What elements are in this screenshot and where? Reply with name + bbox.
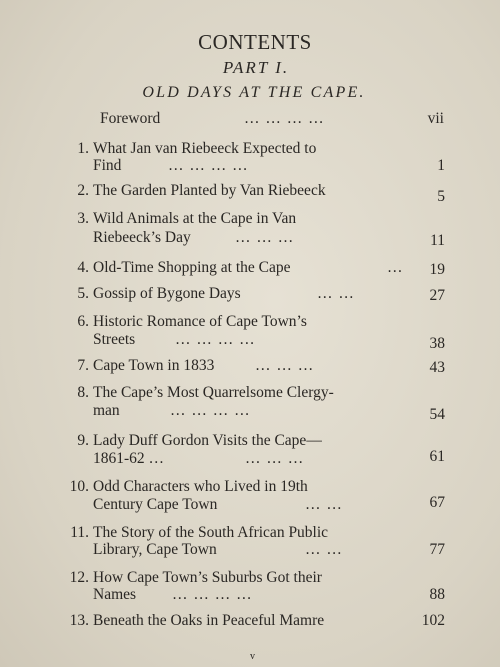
entry-title: The Story of the South African Public bbox=[93, 524, 329, 541]
page-number: 61 bbox=[429, 448, 445, 465]
entry-title-cont: 1861-62 … bbox=[93, 450, 165, 467]
entry-title: The Cape’s Most Quarrelsome Clergy- bbox=[93, 384, 334, 401]
entry-title-cont: Century Cape Town bbox=[93, 496, 218, 513]
page-title: CONTENTS bbox=[198, 30, 312, 54]
entry-title: Gossip of Bygone Days bbox=[93, 285, 241, 302]
entry-title-cont: Names bbox=[93, 586, 137, 603]
page-number: 43 bbox=[429, 359, 445, 376]
entry-title: The Garden Planted by Van Riebeeck bbox=[93, 182, 326, 199]
leader-dots: … … … … bbox=[168, 157, 249, 174]
page-number: 77 bbox=[429, 541, 445, 558]
entry-number: 10. bbox=[69, 478, 89, 495]
entry-number: 9. bbox=[77, 432, 89, 449]
entry-number: 5. bbox=[77, 285, 89, 302]
page-number: vii bbox=[427, 110, 444, 127]
entry-title: What Jan van Riebeeck Expected to bbox=[93, 140, 317, 157]
leader-dots: … … … bbox=[235, 229, 295, 246]
page-number: 19 bbox=[429, 261, 445, 278]
entry-title: Odd Characters who Lived in 19th bbox=[93, 478, 308, 495]
entry-title-cont: man bbox=[93, 402, 120, 419]
part-heading: PART I. bbox=[222, 58, 290, 77]
entry-title-cont: Library, Cape Town bbox=[93, 541, 217, 558]
folio-mark: v bbox=[250, 651, 255, 662]
entry-title-cont: Streets bbox=[93, 331, 136, 348]
entry-title: How Cape Town’s Suburbs Got their bbox=[93, 569, 322, 586]
leader-dots: … … bbox=[305, 541, 343, 558]
page-number: 1 bbox=[437, 157, 445, 174]
entry-number: 1. bbox=[77, 140, 89, 157]
entry-number: 8. bbox=[77, 384, 89, 401]
leader-dots: … … … … bbox=[172, 586, 253, 603]
entry-title: Beneath the Oaks in Peaceful Mamre bbox=[93, 612, 325, 629]
leader-dots: … … … … bbox=[170, 402, 251, 419]
leader-dots: … … … … bbox=[175, 331, 256, 348]
entry-title: Historic Romance of Cape Town’s bbox=[93, 313, 307, 330]
page-number: 5 bbox=[437, 188, 445, 205]
leader-dots: … bbox=[387, 259, 404, 276]
leader-dots: … … … bbox=[245, 450, 305, 467]
entry-number: 2. bbox=[77, 182, 89, 199]
entry-title: Wild Animals at the Cape in Van bbox=[93, 210, 297, 227]
entry-number: 3. bbox=[77, 210, 89, 227]
page-number: 11 bbox=[430, 232, 445, 249]
page-number: 54 bbox=[429, 406, 445, 423]
leader-dots: … … … bbox=[255, 357, 315, 374]
page-number: 88 bbox=[429, 586, 445, 603]
section-heading: OLD DAYS AT THE CAPE. bbox=[142, 84, 366, 101]
leader-dots: … … bbox=[305, 496, 343, 513]
entry-number: 13. bbox=[69, 612, 89, 629]
entry-title-cont: Riebeeck’s Day bbox=[93, 229, 191, 246]
page-number: 27 bbox=[429, 287, 445, 304]
entry-title-cont: Find bbox=[93, 157, 122, 174]
page-number: 67 bbox=[429, 494, 445, 511]
entry-title: Foreword bbox=[100, 110, 161, 127]
entry-title: Lady Duff Gordon Visits the Cape— bbox=[93, 432, 322, 449]
entry-title: Old-Time Shopping at the Cape bbox=[93, 259, 291, 276]
leader-dots: … … bbox=[317, 285, 355, 302]
entry-number: 4. bbox=[77, 259, 89, 276]
entry-title: Cape Town in 1833 bbox=[93, 357, 215, 374]
page-number: 102 bbox=[421, 612, 445, 629]
entry-number: 6. bbox=[77, 313, 89, 330]
leader-dots: … … … … bbox=[244, 110, 325, 127]
page-number: 38 bbox=[429, 335, 445, 352]
entry-number: 12. bbox=[69, 569, 89, 586]
entry-number: 7. bbox=[77, 357, 89, 374]
entry-number: 11. bbox=[70, 524, 89, 541]
